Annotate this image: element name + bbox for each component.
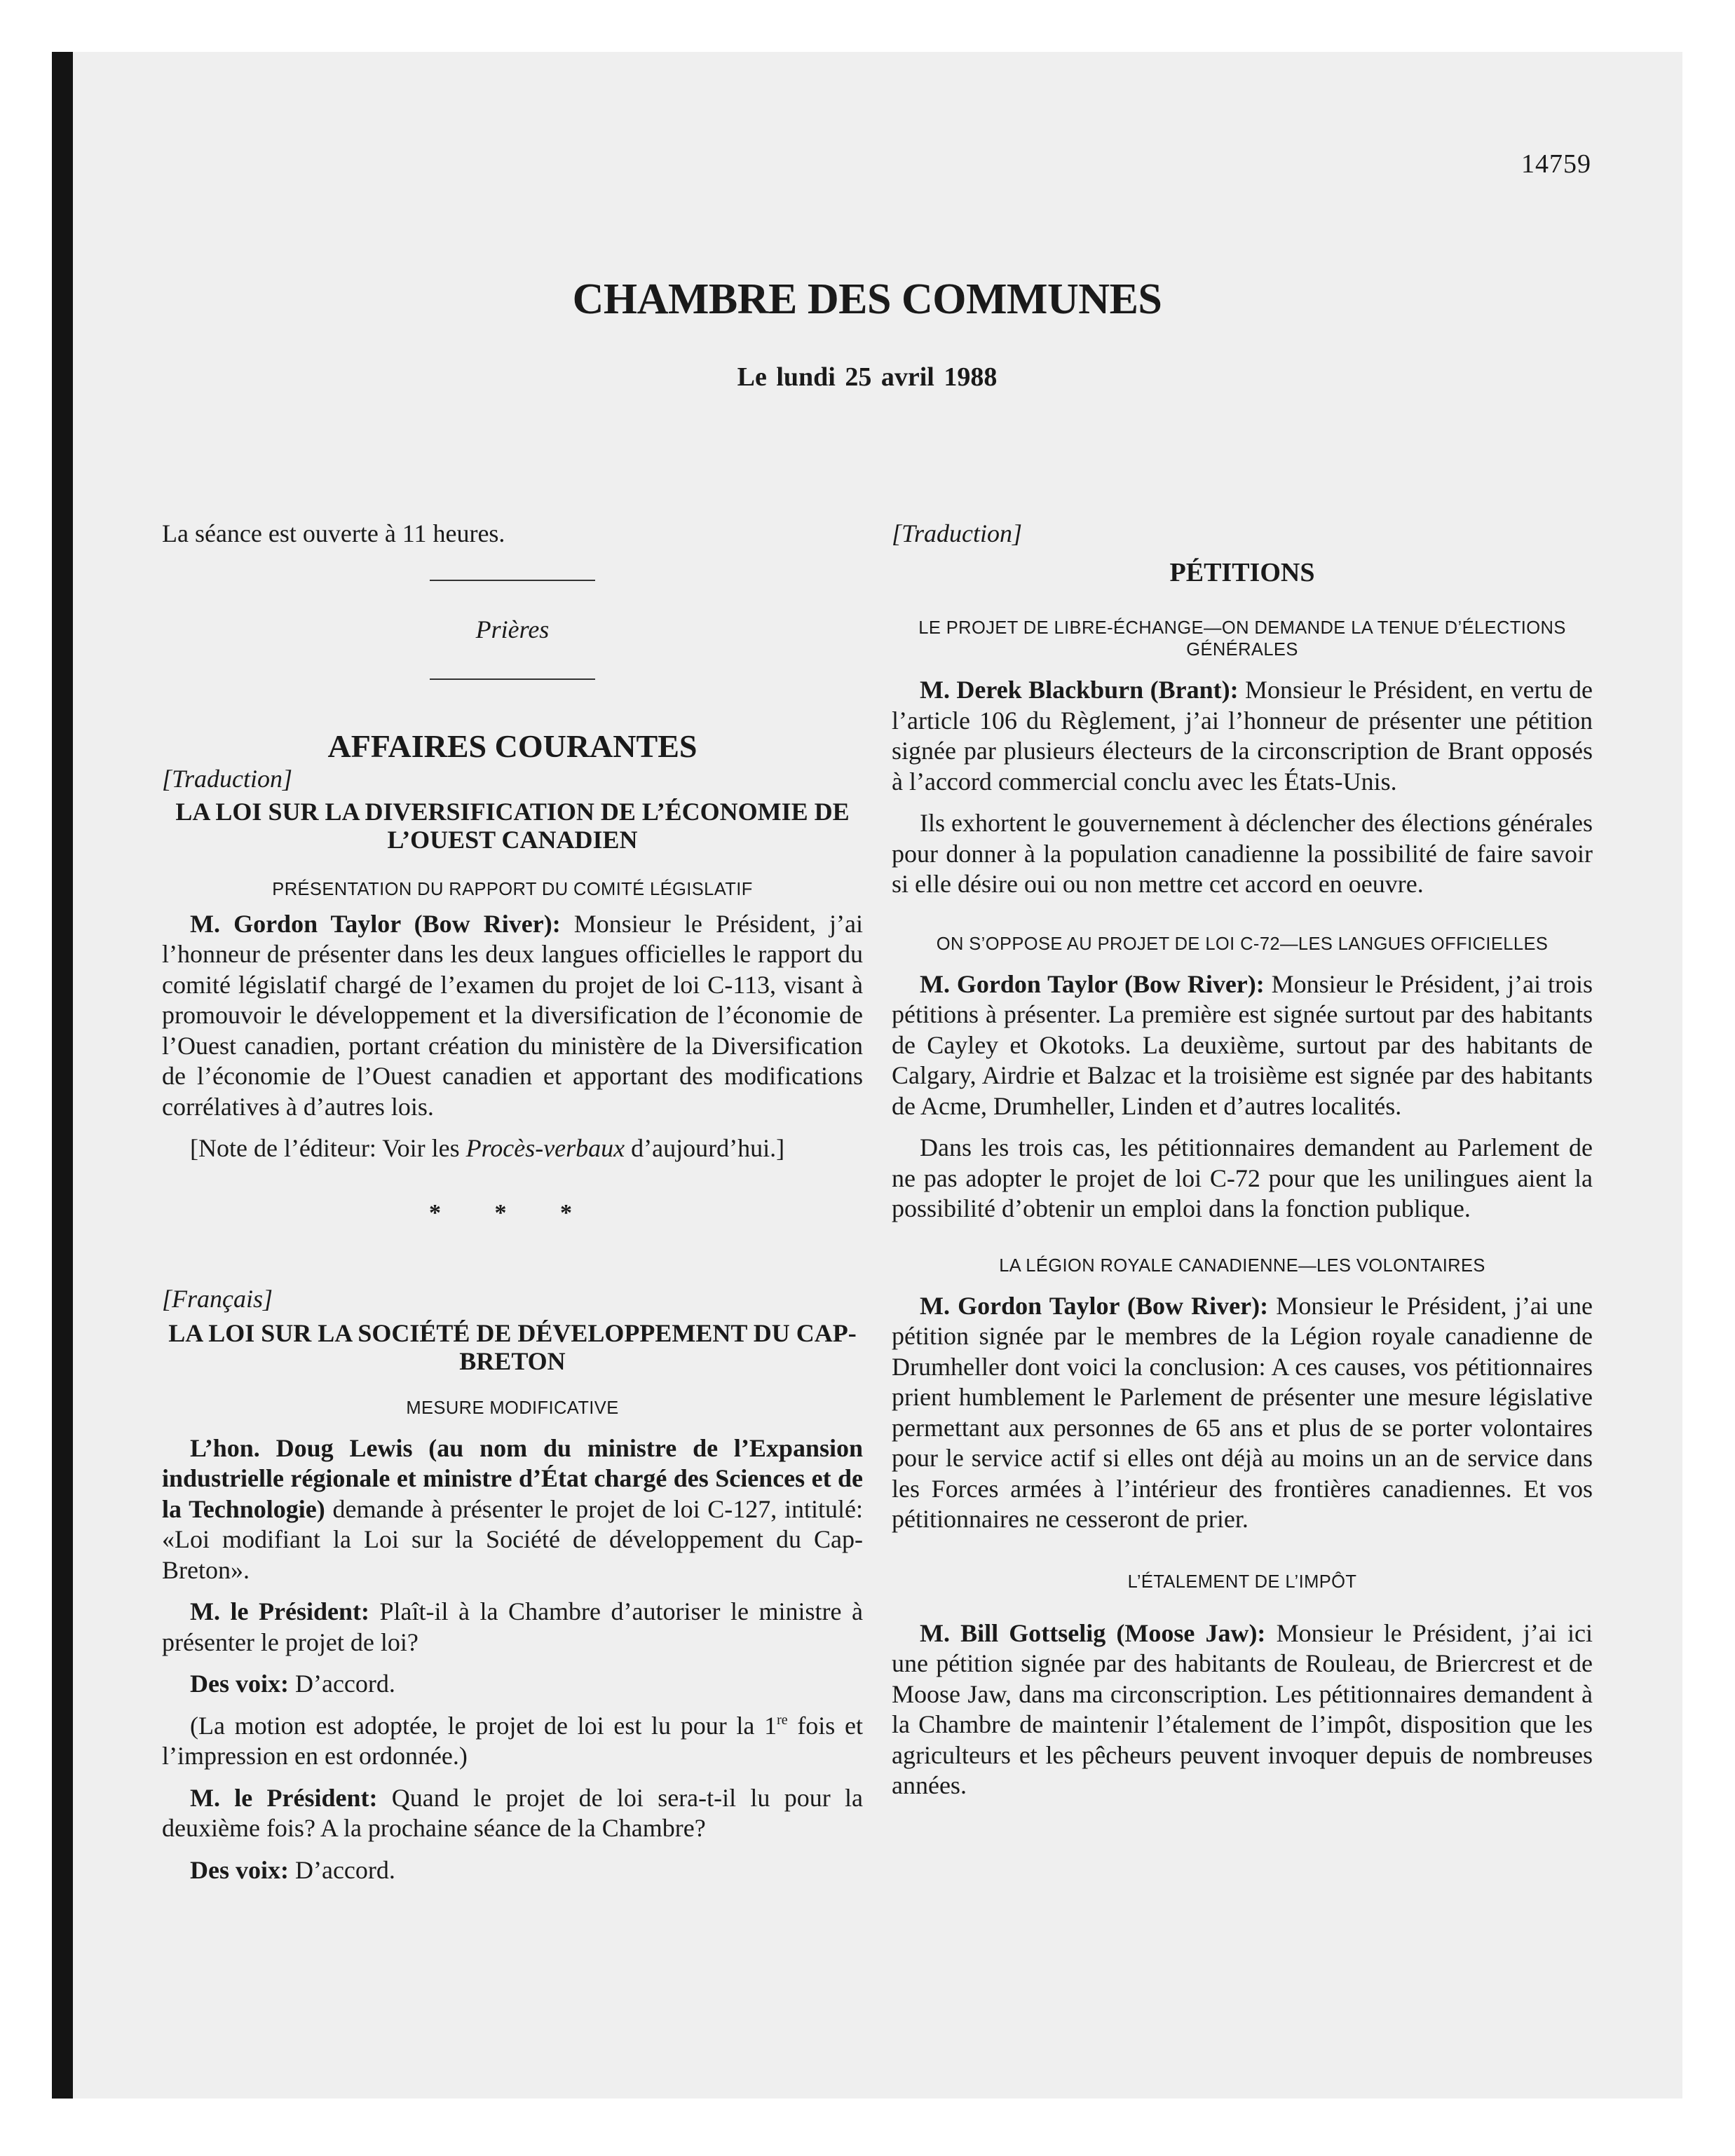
speech-taylor-rapport — [162, 909, 863, 1123]
bill-heading-cap-breton: LA LOI SUR LA SOCIÉTÉ DE DÉVELOPPEMENT DU CAP-BRETON — [168, 1318, 857, 1375]
petition-heading-legion: LA LÉGION ROYALE CANADIENNE—LES VOLONTAIRES — [999, 1255, 1485, 1276]
speech-text: Monsieur le Président, en vertu de l’article 106 du Règlement, j’ai l’honneur de présenter une pétition signée par plusieurs électeurs de la circonscription de Brant opposés à l’accord commercial conclu avec les États-Unis. — [892, 676, 1593, 796]
speaker-name: M. le Président: — [190, 1783, 378, 1812]
speaker-name: M. Bill Gottselig (Moose Jaw): — [920, 1618, 1266, 1647]
motion-text-end: fois et l’impression en est ordonnée.) — [162, 1711, 863, 1770]
section-heading-affaires-courantes: AFFAIRES COURANTES — [327, 728, 698, 764]
right-column — [892, 519, 1593, 1801]
language-tag: [Traduction] — [892, 519, 1023, 547]
speech-text: Monsieur le Président, j’ai trois pétitions à présenter. La première est signée surtout par des habitants de Cayley et Okotoks. La deuxième, surtout par des habitants de Calgary, Airdrie et Balzac et la troisième est signée par des habitants de Acme, Drumheller, Linden et d’autres localités. — [892, 969, 1593, 1120]
speech-blackburn — [892, 675, 1593, 797]
speech-blackburn-cont: Ils exhortent le gouvernement à déclencher des élections générales pour donner à la population canadienne la possibilité de faire savoir si elle désire oui ou non mettre cet accord en oeuvre. — [892, 809, 1593, 898]
speech-voices-1 — [162, 1669, 863, 1700]
note-text-end: d’aujourd’hui.] — [625, 1134, 785, 1162]
speech-text: Monsieur le Président, j’ai une pétition signée par le membres de la Légion royale canadienne de Drumheller dont voici la conclusion: A ces causes, vos pétitionnaires prient humblement le Parlement de présenter une mesure législative permettant aux personnes de 65 ans et plus de se porter volontaires pour le service actif si elles ont déjà au moins un an de service dans les Forces armées à l’intérieur des frontières canadiennes. Et vos pétitionnaires ne cesseront de prier. — [892, 1291, 1593, 1533]
speech-lewis — [162, 1433, 863, 1586]
section-separator-stars: * * * — [429, 1199, 596, 1226]
speech-taylor-c72-cont: Dans les trois cas, les pétitionnaires demandent au Parlement de ne pas adopter le projet de loi C-72 pour que les unilingues aient la possibilité d’obtenir un emploi dans la fonction publique. — [892, 1133, 1593, 1222]
speaker-name: Des voix: — [190, 1855, 289, 1884]
speech-voices-2 — [162, 1855, 863, 1886]
speech-gottselig — [892, 1618, 1593, 1801]
speech-taylor-legion — [892, 1291, 1593, 1535]
ordinal-suffix: re — [777, 1712, 788, 1728]
speaker-name: M. Derek Blackburn (Brant): — [920, 676, 1239, 704]
sitting-opening: La séance est ouverte à 11 heures. — [162, 519, 505, 547]
speaker-name: M. Gordon Taylor (Bow River): — [190, 909, 561, 938]
speaker-name: M. le Président: — [190, 1597, 369, 1625]
page-number: 14759 — [1521, 149, 1591, 179]
speech-text: D’accord. — [288, 1670, 395, 1698]
section-heading-petitions: PÉTITIONS — [1169, 557, 1315, 587]
page-title: CHAMBRE DES COMMUNES — [572, 275, 1162, 323]
motion-text: (La motion est adoptée, le projet de loi est lu pour la 1 — [190, 1711, 777, 1740]
speech-text: Quand le projet de loi sera-t-il lu pour la deuxième fois? A la prochaine séance de la Chambre? — [162, 1783, 863, 1842]
note-italic-text: Procès-verbaux — [465, 1134, 625, 1162]
speaker-name: M. Gordon Taylor (Bow River): — [920, 969, 1265, 998]
scan-edge-bar — [52, 52, 73, 2099]
note-text: [Note de l’éditeur: Voir les — [190, 1134, 466, 1162]
language-tag: [Français] — [162, 1285, 273, 1313]
speech-text: Monsieur le Président, j’ai ici une pétition signée par des habitants de Rouleau, de Briercrest et de Moose Jaw, dans ma circonscription. Les pétitionnaires demandent à la Chambre de maintenir l’étalement de l’impôt, disposition que les agriculteurs et les pêcheurs peuvent invoquer depuis de nombreuses années. — [892, 1618, 1593, 1799]
subheading-mesure-modificative: MESURE MODIFICATIVE — [406, 1398, 619, 1418]
prayers-heading: Prières — [475, 615, 550, 643]
speech-text: Monsieur le Président, j’ai l’honneur de présenter dans les deux langues officielles le rapport du comité législatif chargé de l’examen du projet de loi C-113, visant à promouvoir le développement et la diversification de l’économie de l’Ouest canadien, portant création du ministère de la Diversification de l’économie de l’Ouest canadien et apportant des modifications corrélatives à d’autres lois. — [162, 909, 863, 1121]
left-column — [162, 519, 863, 1885]
speech-president-1 — [162, 1597, 863, 1658]
sitting-date: Le lundi 25 avril 1988 — [737, 362, 998, 392]
speech-text: Plaît-il à la Chambre d’autoriser le ministre à présenter le projet de loi? — [162, 1597, 864, 1656]
petition-heading-libre-echange: LE PROJET DE LIBRE-ÉCHANGE—ON DEMANDE LA TENUE D’ÉLECTIONS GÉNÉRALES — [918, 618, 1566, 660]
speech-text: D’accord. — [288, 1855, 395, 1884]
document-page — [52, 52, 1682, 2099]
bill-heading-diversification: LA LOI SUR LA DIVERSIFICATION DE L’ÉCONOMIE DE L’OUEST CANADIEN — [175, 797, 850, 854]
speech-text: demande à présenter le projet de loi C-127, intitulé: «Loi modifiant la Loi sur la Société de développement du Cap-Breton». — [162, 1494, 863, 1584]
speech-taylor-c72 — [892, 969, 1593, 1122]
speaker-name: L’hon. Doug Lewis (au nom du ministre de l’Expansion industrielle régionale et ministre d’État chargé des Sciences et de la Technologie) — [162, 1433, 863, 1523]
motion-adopted — [162, 1711, 863, 1772]
petition-heading-etalement: L’ÉTALEMENT DE L’IMPÔT — [1127, 1571, 1357, 1592]
speaker-name: Des voix: — [190, 1670, 289, 1698]
language-tag: [Traduction] — [162, 765, 293, 793]
editor-note — [162, 1133, 863, 1164]
petition-heading-c72: ON S’OPPOSE AU PROJET DE LOI C-72—LES LANGUES OFFICIELLES — [936, 934, 1549, 954]
speech-president-2 — [162, 1783, 863, 1844]
subheading-rapport-comite: PRÉSENTATION DU RAPPORT DU COMITÉ LÉGISLATIF — [272, 879, 753, 899]
speaker-name: M. Gordon Taylor (Bow River): — [920, 1291, 1269, 1320]
